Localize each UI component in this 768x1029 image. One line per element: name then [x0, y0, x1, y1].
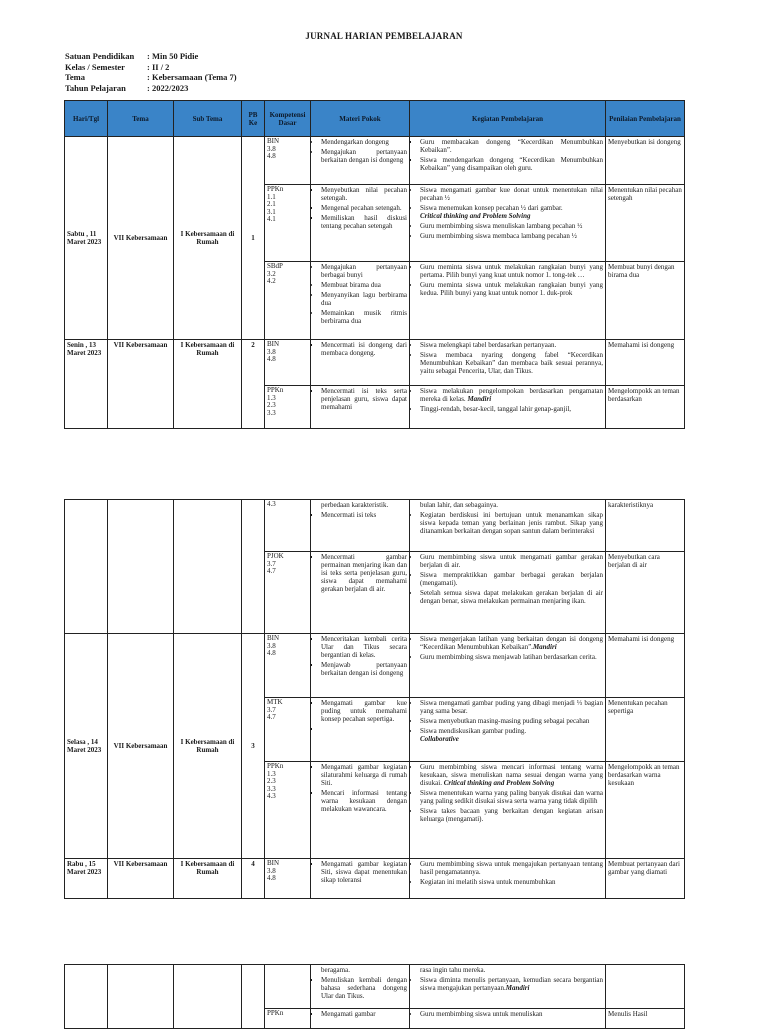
cell-kd [265, 1009, 311, 1029]
cell-materi [311, 137, 410, 185]
cell-hari: Sabtu , 11 Maret 2023 [65, 137, 108, 340]
cell-kegiatan [410, 137, 606, 185]
kd-line: 3.8 [267, 641, 276, 650]
cell-materi [311, 698, 410, 762]
cell-subtema: I Kebersamaan di Rumah [174, 137, 242, 340]
kd-line: BIN [267, 340, 280, 348]
kegiatan-item: • Guru membimbing siswa menuliskan lambang pecahan ½ [420, 222, 603, 230]
col-header: Penilaian Pembelajaran [606, 101, 685, 137]
cell-kd [265, 386, 311, 429]
col-header: PB Ke [242, 101, 265, 137]
kd-line: 4.3 [267, 500, 276, 508]
kegiatan-text: Siswa diminta menulis pertanyaan, kemudian secara bergantian siswa mengajukan pertanyaan. [420, 976, 603, 992]
cell-kd [265, 185, 311, 262]
cell-penilaian: Memahami isi dongeng [606, 340, 685, 386]
cell-penilaian: Membuat bunyi dengan birama dua [606, 262, 685, 340]
method-tag: Critical thinking and Problem Solving [420, 212, 531, 220]
kd-line: BIN [267, 137, 280, 145]
cell-pb [242, 965, 265, 1029]
cell-kd [265, 698, 311, 762]
cell-subtema: I Kebersamaan di Rumah [174, 859, 242, 899]
cell-tema: VII Kebersamaan [108, 137, 174, 340]
cell-penilaian: Menyebutkan cara berjalan di air [606, 552, 685, 634]
cell-penilaian: Mengelompokk an teman berdasarkan warna kesukaan [606, 762, 685, 859]
cell-penilaian: Menentukan pecahan sepertiga [606, 698, 685, 762]
kd-line: 2.3 [267, 401, 276, 410]
kd-line: 4.8 [267, 152, 276, 161]
meta-value: : Min 50 Pidie [147, 51, 199, 61]
cell-subtema: I Kebersamaan di Rumah [174, 634, 242, 859]
cell-pb [242, 500, 265, 634]
cell-tema [108, 965, 174, 1029]
method-tag: Mandiri [467, 395, 492, 403]
cell-penilaian: Menyebutkan isi dongeng [606, 137, 685, 185]
cell-kd [265, 262, 311, 340]
document-meta [65, 51, 237, 93]
materi-item: • Mendengarkan dongeng [321, 138, 407, 146]
cell-tema: VII Kebersamaan [108, 340, 174, 429]
journal-table-page2 [64, 499, 685, 899]
kegiatan-item: bulan lahir, dan sebagainya. [420, 501, 499, 509]
kd-line: 4.8 [267, 649, 276, 658]
materi-item: ▪ Memiliskan hasil diskusi tentang pecahan setengah [321, 214, 407, 230]
kegiatan-text: Guru membimbing siswa mencari informasi tentang warna kesukaan, siswa menuliskan nama sesuai dengan warna yang disukai. [420, 763, 603, 787]
materi-item: • Mengajukan pertanyaan berkaitan dengan isi dongeng [321, 148, 407, 164]
meta-key: Tema [65, 72, 85, 82]
kegiatan-item: • Guru meminta siswa untuk melakukan rangkaian bunyi yang pertama. Pilih bunyi yang kuat untuk nomor 1. tong-tek … [420, 263, 603, 279]
cell-materi [311, 340, 410, 386]
kd-line: 3.3 [267, 784, 276, 793]
meta-key: Kelas / Semester [65, 61, 125, 72]
cell-penilaian: Menulis Hasil [606, 1009, 685, 1029]
kd-line: PJOK [267, 552, 284, 560]
kegiatan-item: • Siswa menyebutkan masing-masing puding sebagai pecahan [420, 717, 603, 725]
materi-item: • Mengajukan pertanyaan berbagai bunyi [321, 263, 407, 279]
kegiatan-item: • Siswa melengkapi tabel berdasarkan pertanyaan. [420, 341, 603, 349]
kegiatan-item: • Guru membimbing siswa untuk mengamati gambar gerakan berjalan di air. [420, 553, 603, 569]
col-header: Tema [108, 101, 174, 137]
kegiatan-text: Siswa mengerjakan latihan yang berkaitan dengan isi dongeng “Kecerdikan Menumbuhkan Kebaikan”. [420, 635, 603, 651]
cell-kd [265, 965, 311, 1009]
kd-line: 2.3 [267, 777, 276, 786]
kd-line: 4.1 [267, 215, 276, 224]
page-gap [0, 899, 768, 963]
kegiatan-item: ▪ Guru membacakan dongeng “Kecerdikan Menumbuhkan Kebaikan”. [420, 138, 603, 154]
kegiatan-item: • Guru membimbing siswa menjawab latihan berdasarkan cerita. [420, 653, 603, 661]
kd-line: 4.8 [267, 874, 276, 883]
kd-line: 3.1 [267, 207, 276, 216]
cell-kegiatan [410, 859, 606, 899]
cell-hari [65, 500, 108, 634]
kegiatan-text: Siswa menemukan konsep pecahan ½ dari gambar. [420, 204, 563, 212]
cell-materi [311, 552, 410, 634]
kd-line: 4.2 [267, 277, 276, 286]
kegiatan-item: • Tinggi-rendah, besar-kecil, tanggal lahir genap-ganjil, [420, 405, 603, 413]
materi-item: ▪ Menuliskan kembali dengan bahasa sederhana dongeng Ular dan Tikus. [321, 976, 407, 1000]
materi-item: ▪ Mencermati isi dongeng dari membaca dongeng. [321, 341, 407, 357]
kd-line: 4.8 [267, 355, 276, 364]
cell-penilaian: Mengelompokk an teman berdasarkan [606, 386, 685, 429]
cell-hari: Selasa , 14 Maret 2023 [65, 634, 108, 859]
col-header: Kompetensi Dasar [265, 101, 311, 137]
kd-line: SBdP [267, 262, 283, 270]
page-title: JURNAL HARIAN PEMBELAJARAN [305, 31, 463, 41]
method-tag: Critical thinking and Problem Solving [443, 779, 555, 787]
kegiatan-item [420, 387, 603, 403]
kd-line: 2.1 [267, 200, 276, 209]
kegiatan-item [420, 635, 603, 651]
cell-materi [311, 386, 410, 429]
kegiatan-item: • Siswa takes bacaan yang berkaitan dengan kegiatan arisan keluarga (mengamati). [420, 807, 603, 823]
kegiatan-item: rasa ingin tahu mereka. [420, 966, 486, 974]
cell-kegiatan [410, 1009, 606, 1029]
kd-line: 3.7 [267, 705, 276, 714]
kegiatan-item [420, 976, 603, 992]
cell-kd [265, 340, 311, 386]
materi-item: beragama. [321, 966, 350, 974]
col-header: Materi Pokok [311, 101, 410, 137]
materi-item: ▪ Mengamati gambar kue puding untuk memahami konsep pecahan sepertiga. [321, 699, 407, 723]
cell-kd [265, 500, 311, 552]
kd-line: 3.8 [267, 347, 276, 356]
cell-penilaian: Menentukan nilai pecahan setengah [606, 185, 685, 262]
cell-pb: 1 [242, 137, 265, 340]
cell-pb: 2 [242, 340, 265, 429]
kd-line: PPKn [267, 1009, 284, 1017]
meta-value: : 2022/2023 [147, 82, 189, 93]
journal-table-page3 [64, 964, 685, 1029]
cell-kd [265, 137, 311, 185]
cell-kegiatan [410, 762, 606, 859]
cell-kd [265, 859, 311, 899]
materi-item: ▪ Mencermati isi teks [321, 511, 407, 519]
cell-pb: 4 [242, 859, 265, 899]
cell-penilaian: Memahami isi dongeng [606, 634, 685, 698]
method-tag: Mandiri [532, 643, 557, 651]
col-header: Hari/Tgl [65, 101, 108, 137]
kegiatan-item: • Siswa menentukan warna yang paling banyak disukai dan warna yang paling sedikit disukai siswa serta warna yang tidak dipilih [420, 789, 603, 805]
materi-item: • Memainkan musik ritmis berbirama dua [321, 309, 407, 325]
kd-line: PPKn [267, 762, 284, 770]
kegiatan-text: Siswa mendiskusikan gambar puding. [420, 727, 527, 735]
kd-line: BIN [267, 859, 280, 867]
cell-penilaian: karakteristiknya [606, 500, 685, 552]
materi-item: ▪ Menceritakan kembali cerita Ular dan Tikus secara bergantian di kelas. [321, 635, 407, 659]
kd-line: 3.8 [267, 866, 276, 875]
kd-line: 4.7 [267, 713, 276, 722]
materi-item: ▪ Mengamati gambar kegiatan Siti, siswa dapat menentukan sikap toleransi [321, 860, 407, 884]
cell-pb: 3 [242, 634, 265, 859]
method-tag: Mandiri [505, 984, 530, 992]
materi-item: ▪ Mencari informasi tentang warna kesukaan dengan melakukan wawancara. [321, 789, 407, 813]
cell-kegiatan [410, 965, 606, 1009]
kegiatan-item [420, 727, 603, 743]
cell-subtema [174, 500, 242, 634]
kd-line: BIN [267, 634, 280, 642]
kegiatan-item [420, 204, 603, 220]
materi-item: ▪ Mengenal pecahan setengah. [321, 204, 407, 212]
kegiatan-item: • Guru meminta siswa untuk melakukan rangkaian bunyi yang kedua. Pilih bunyi yang kuat untuk nomor 1. duk-prok [420, 281, 603, 297]
cell-kd [265, 634, 311, 698]
materi-item: ▪ Menyebutkan nilai pecahan setengah. [321, 186, 407, 202]
cell-tema: VII Kebersamaan [108, 859, 174, 899]
kd-line: 4.3 [267, 792, 276, 801]
kegiatan-item: • Siswa membaca nyaring dongeng fabel “Kecerdikan Menumbuhkan Kebaikan” dan membaca baik sesuai perannya, yaitu sebagai Pencerita, Ular, dan Tikus. [420, 351, 603, 375]
cell-materi [311, 500, 410, 552]
cell-kegiatan [410, 340, 606, 386]
cell-materi [311, 965, 410, 1009]
cell-materi [311, 1009, 410, 1029]
kd-line: 1.3 [267, 393, 276, 402]
cell-materi [311, 185, 410, 262]
kd-line: 3.3 [267, 408, 276, 417]
kegiatan-item: ▪ Siswa mendengarkan dongeng “Kecerdikan Menumbuhkan Kebaikan” yang disampaikan oleh guru. [420, 156, 603, 172]
cell-kd [265, 762, 311, 859]
meta-value: : II / 2 [147, 61, 170, 72]
cell-materi [311, 762, 410, 859]
cell-kd [265, 552, 311, 634]
kd-line: 4.7 [267, 567, 276, 576]
meta-key: Satuan Pendidikan [65, 51, 135, 61]
kd-line: 3.7 [267, 559, 276, 568]
cell-kegiatan [410, 500, 606, 552]
kegiatan-item: • Guru membimbing siswa membaca lambang pecahan ½ [420, 232, 603, 240]
materi-item: ▪ Mencermati gambar permainan menjaring ikan dan isi teks serta penjelasan guru, siswa dapat memahami gerakan berjalan di air. [321, 553, 407, 593]
cell-subtema [174, 965, 242, 1029]
materi-item: ▪ Mencermati isi teks serta penjelasan guru, siswa dapat memahami [321, 387, 407, 411]
meta-value: : Kebersamaan (Tema 7) [147, 72, 237, 82]
kegiatan-item: • Kegiatan ini melatih siswa untuk menumbuhkan [420, 878, 603, 886]
materi-item: • Menyanyikan lagu berbirama dua [321, 291, 407, 307]
kegiatan-item: • Siswa mengamati gambar kue donat untuk menentukan nilai pecahan ½ [420, 186, 603, 202]
kd-line: PPKn [267, 386, 284, 394]
kegiatan-item: • Siswa mempraktikkan gambar berbagai gerakan berjalan (mengamati). [420, 571, 603, 587]
kegiatan-item [420, 763, 603, 787]
cell-materi [311, 634, 410, 698]
kd-line: MTK [267, 698, 283, 706]
cell-kegiatan [410, 185, 606, 262]
materi-item: perbedaan karakteristik. [321, 501, 389, 509]
materi-item: ▪ Mengamati gambar [321, 1010, 407, 1018]
cell-penilaian [606, 965, 685, 1009]
kegiatan-item: • Kegiatan berdiskusi ini bertujuan untuk menanamkan sikap siswa kepada teman yang berlainan jenis rambut. Sikap yang ditanamkan berkaitan dengan sopan santun dalam berinteraksi [420, 511, 603, 535]
col-header: Kegiatan Pembelajaran [410, 101, 606, 137]
method-tag: Collaborative [420, 735, 459, 743]
cell-hari: Rabu , 15 Maret 2023 [65, 859, 108, 899]
kd-line: 3.2 [267, 269, 276, 278]
materi-item [321, 725, 407, 733]
cell-kegiatan [410, 262, 606, 340]
cell-tema: VII Kebersamaan [108, 634, 174, 859]
kd-line: PPKn [267, 185, 284, 193]
kd-line: 3.8 [267, 144, 276, 153]
kd-line: 1.3 [267, 769, 276, 778]
meta-key: Tahun Pelajaran [65, 82, 126, 93]
cell-hari: Senin , 13 Maret 2023 [65, 340, 108, 429]
materi-item: • Membuat birama dua [321, 281, 407, 289]
journal-table-page1 [64, 100, 685, 429]
cell-materi [311, 262, 410, 340]
cell-kegiatan [410, 552, 606, 634]
materi-item: ▪ Menjawab pertanyaan berkaitan dengan isi dongeng [321, 661, 407, 677]
cell-subtema: I Kebersamaan di Rumah [174, 340, 242, 429]
kegiatan-text: Siswa melakukan pengelompokan berdasarkan pengamatan mereka di kelas. [420, 387, 603, 403]
cell-materi [311, 859, 410, 899]
kegiatan-item: • Siswa mengamati gambar puding yang dibagi menjadi ⅓ bagian yang sama besar. [420, 699, 603, 715]
cell-kegiatan [410, 386, 606, 429]
cell-kegiatan [410, 634, 606, 698]
materi-item: ▪ Mengamati gambar kegiatan silaturahmi keluarga di rumah Siti. [321, 763, 407, 787]
cell-kegiatan [410, 698, 606, 762]
kegiatan-item: • Guru membimbing siswa untuk mengajukan pertanyaan tentang hasil pengamatannya. [420, 860, 603, 876]
kd-line: 1.1 [267, 192, 276, 201]
cell-hari [65, 965, 108, 1029]
kegiatan-item: • Setelah semua siswa dapat melakukan gerakan berjalan di air dengan benar, siswa melakukan permainan menjaring ikan. [420, 589, 603, 605]
cell-tema [108, 500, 174, 634]
cell-penilaian: Membuat pertanyaan dari gambar yang diamati [606, 859, 685, 899]
kegiatan-item: • Guru membimbing siswa untuk menuliskan [420, 1010, 603, 1018]
col-header: Sub Tema [174, 101, 242, 137]
